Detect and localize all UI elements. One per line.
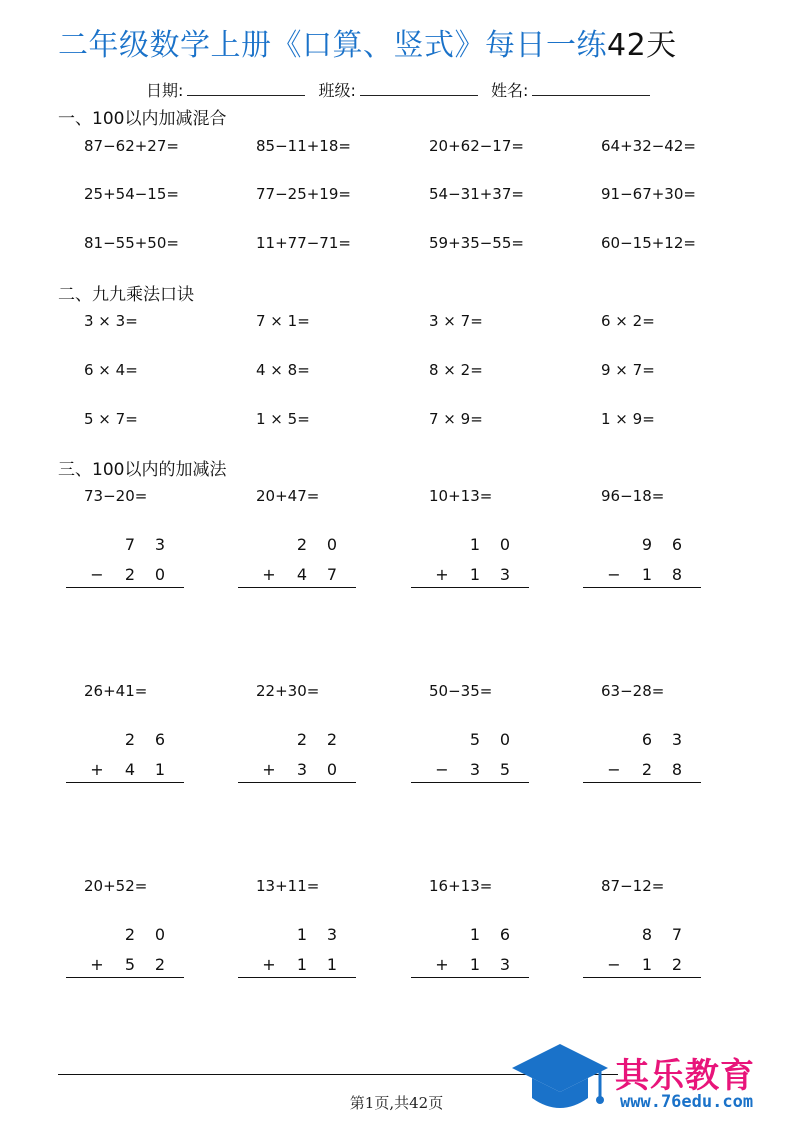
problem: 50−35=	[429, 682, 493, 700]
problem: 87−12=	[601, 877, 665, 895]
problem: 16+13=	[429, 877, 493, 895]
problem: 1 × 9=	[601, 410, 655, 428]
operator-sign: −	[435, 760, 449, 779]
problem: 3 × 3=	[84, 312, 138, 330]
problem: 59+35−55=	[429, 234, 524, 252]
top-tens-digit: 2	[296, 730, 308, 749]
problem: 5 × 7=	[84, 410, 138, 428]
top-ones-digit: 0	[154, 925, 166, 944]
bottom-tens-digit: 1	[296, 955, 308, 974]
bottom-ones-digit: 8	[671, 565, 683, 584]
operator-sign: +	[262, 955, 276, 974]
operator-sign: +	[262, 760, 276, 779]
problem: 20+62−17=	[429, 137, 524, 155]
problem: 26+41=	[84, 682, 148, 700]
problem: 96−18=	[601, 487, 665, 505]
operator-sign: +	[435, 955, 449, 974]
problem: 6 × 4=	[84, 361, 138, 379]
bottom-tens-digit: 4	[296, 565, 308, 584]
top-ones-digit: 6	[154, 730, 166, 749]
operator-sign: +	[90, 760, 104, 779]
problem: 20+47=	[256, 487, 320, 505]
operator-sign: +	[435, 565, 449, 584]
top-tens-digit: 5	[469, 730, 481, 749]
student-info	[146, 80, 658, 102]
bottom-ones-digit: 2	[671, 955, 683, 974]
bottom-tens-digit: 3	[469, 760, 481, 779]
bottom-ones-digit: 0	[326, 760, 338, 779]
bottom-tens-digit: 1	[641, 955, 653, 974]
top-tens-digit: 8	[641, 925, 653, 944]
problem: 73−20=	[84, 487, 148, 505]
problem: 4 × 8=	[256, 361, 310, 379]
bottom-ones-digit: 7	[326, 565, 338, 584]
answer-rule	[238, 587, 356, 588]
problem: 9 × 7=	[601, 361, 655, 379]
answer-rule	[583, 782, 701, 783]
answer-rule	[66, 782, 184, 783]
operator-sign: −	[90, 565, 104, 584]
problem: 54−31+37=	[429, 185, 524, 203]
problem: 64+32−42=	[601, 137, 696, 155]
top-tens-digit: 2	[124, 730, 136, 749]
answer-rule	[411, 977, 529, 978]
problem: 7 × 1=	[256, 312, 310, 330]
problem: 6 × 2=	[601, 312, 655, 330]
answer-rule	[583, 587, 701, 588]
date-field[interactable]	[187, 80, 305, 96]
problem: 1 × 5=	[256, 410, 310, 428]
logo-url: www.76edu.com	[620, 1092, 754, 1112]
bottom-tens-digit: 2	[124, 565, 136, 584]
class-label: 班级:	[318, 81, 356, 100]
bottom-ones-digit: 1	[326, 955, 338, 974]
problem: 85−11+18=	[256, 137, 351, 155]
top-tens-digit: 1	[296, 925, 308, 944]
top-tens-digit: 6	[641, 730, 653, 749]
answer-rule	[66, 977, 184, 978]
section-1-heading: 一、100以内加减混合	[58, 109, 227, 129]
problem: 91−67+30=	[601, 185, 696, 203]
bottom-tens-digit: 1	[469, 955, 481, 974]
title-main: 二年级数学上册《口算、竖式》每日一练	[58, 28, 607, 63]
bottom-ones-digit: 8	[671, 760, 683, 779]
section-3-heading: 三、100以内的加减法	[58, 460, 227, 480]
date-label: 日期:	[146, 81, 184, 100]
top-tens-digit: 1	[469, 535, 481, 554]
operator-sign: +	[262, 565, 276, 584]
problem: 81−55+50=	[84, 234, 179, 252]
top-ones-digit: 6	[671, 535, 683, 554]
bottom-tens-digit: 4	[124, 760, 136, 779]
problem: 13+11=	[256, 877, 320, 895]
top-ones-digit: 0	[499, 535, 511, 554]
logo-brand: 其乐教育	[615, 1056, 755, 1096]
operator-sign: −	[607, 760, 621, 779]
problem: 77−25+19=	[256, 185, 351, 203]
bottom-tens-digit: 1	[641, 565, 653, 584]
class-field[interactable]	[360, 80, 478, 96]
problem: 7 × 9=	[429, 410, 483, 428]
top-ones-digit: 2	[326, 730, 338, 749]
top-tens-digit: 7	[124, 535, 136, 554]
answer-rule	[411, 782, 529, 783]
top-tens-digit: 2	[296, 535, 308, 554]
logo	[510, 1040, 793, 1122]
bottom-tens-digit: 3	[296, 760, 308, 779]
name-field[interactable]	[532, 80, 650, 96]
top-ones-digit: 6	[499, 925, 511, 944]
problem: 63−28=	[601, 682, 665, 700]
top-tens-digit: 2	[124, 925, 136, 944]
bottom-ones-digit: 1	[154, 760, 166, 779]
bottom-tens-digit: 1	[469, 565, 481, 584]
problem: 8 × 2=	[429, 361, 483, 379]
top-ones-digit: 3	[154, 535, 166, 554]
problem: 60−15+12=	[601, 234, 696, 252]
problem: 87−62+27=	[84, 137, 179, 155]
operator-sign: +	[90, 955, 104, 974]
name-label: 姓名:	[491, 81, 529, 100]
bottom-tens-digit: 2	[641, 760, 653, 779]
operator-sign: −	[607, 565, 621, 584]
title-days: 42天	[607, 28, 677, 63]
problem: 11+77−71=	[256, 234, 351, 252]
top-ones-digit: 3	[326, 925, 338, 944]
operator-sign: −	[607, 955, 621, 974]
bottom-ones-digit: 5	[499, 760, 511, 779]
page-title	[58, 24, 677, 68]
top-tens-digit: 1	[469, 925, 481, 944]
bottom-tens-digit: 5	[124, 955, 136, 974]
top-ones-digit: 0	[326, 535, 338, 554]
problem: 25+54−15=	[84, 185, 179, 203]
top-ones-digit: 3	[671, 730, 683, 749]
top-ones-digit: 0	[499, 730, 511, 749]
problem: 3 × 7=	[429, 312, 483, 330]
bottom-ones-digit: 3	[499, 955, 511, 974]
top-tens-digit: 9	[641, 535, 653, 554]
answer-rule	[583, 977, 701, 978]
answer-rule	[238, 782, 356, 783]
problem: 10+13=	[429, 487, 493, 505]
section-2-heading: 二、九九乘法口诀	[58, 285, 194, 305]
problem: 22+30=	[256, 682, 320, 700]
bottom-ones-digit: 0	[154, 565, 166, 584]
page-number: 第1页,共42页	[349, 1094, 444, 1112]
bottom-ones-digit: 2	[154, 955, 166, 974]
bottom-ones-digit: 3	[499, 565, 511, 584]
answer-rule	[411, 587, 529, 588]
answer-rule	[238, 977, 356, 978]
top-ones-digit: 7	[671, 925, 683, 944]
problem: 20+52=	[84, 877, 148, 895]
graduation-cap-icon	[510, 1040, 610, 1122]
answer-rule	[66, 587, 184, 588]
